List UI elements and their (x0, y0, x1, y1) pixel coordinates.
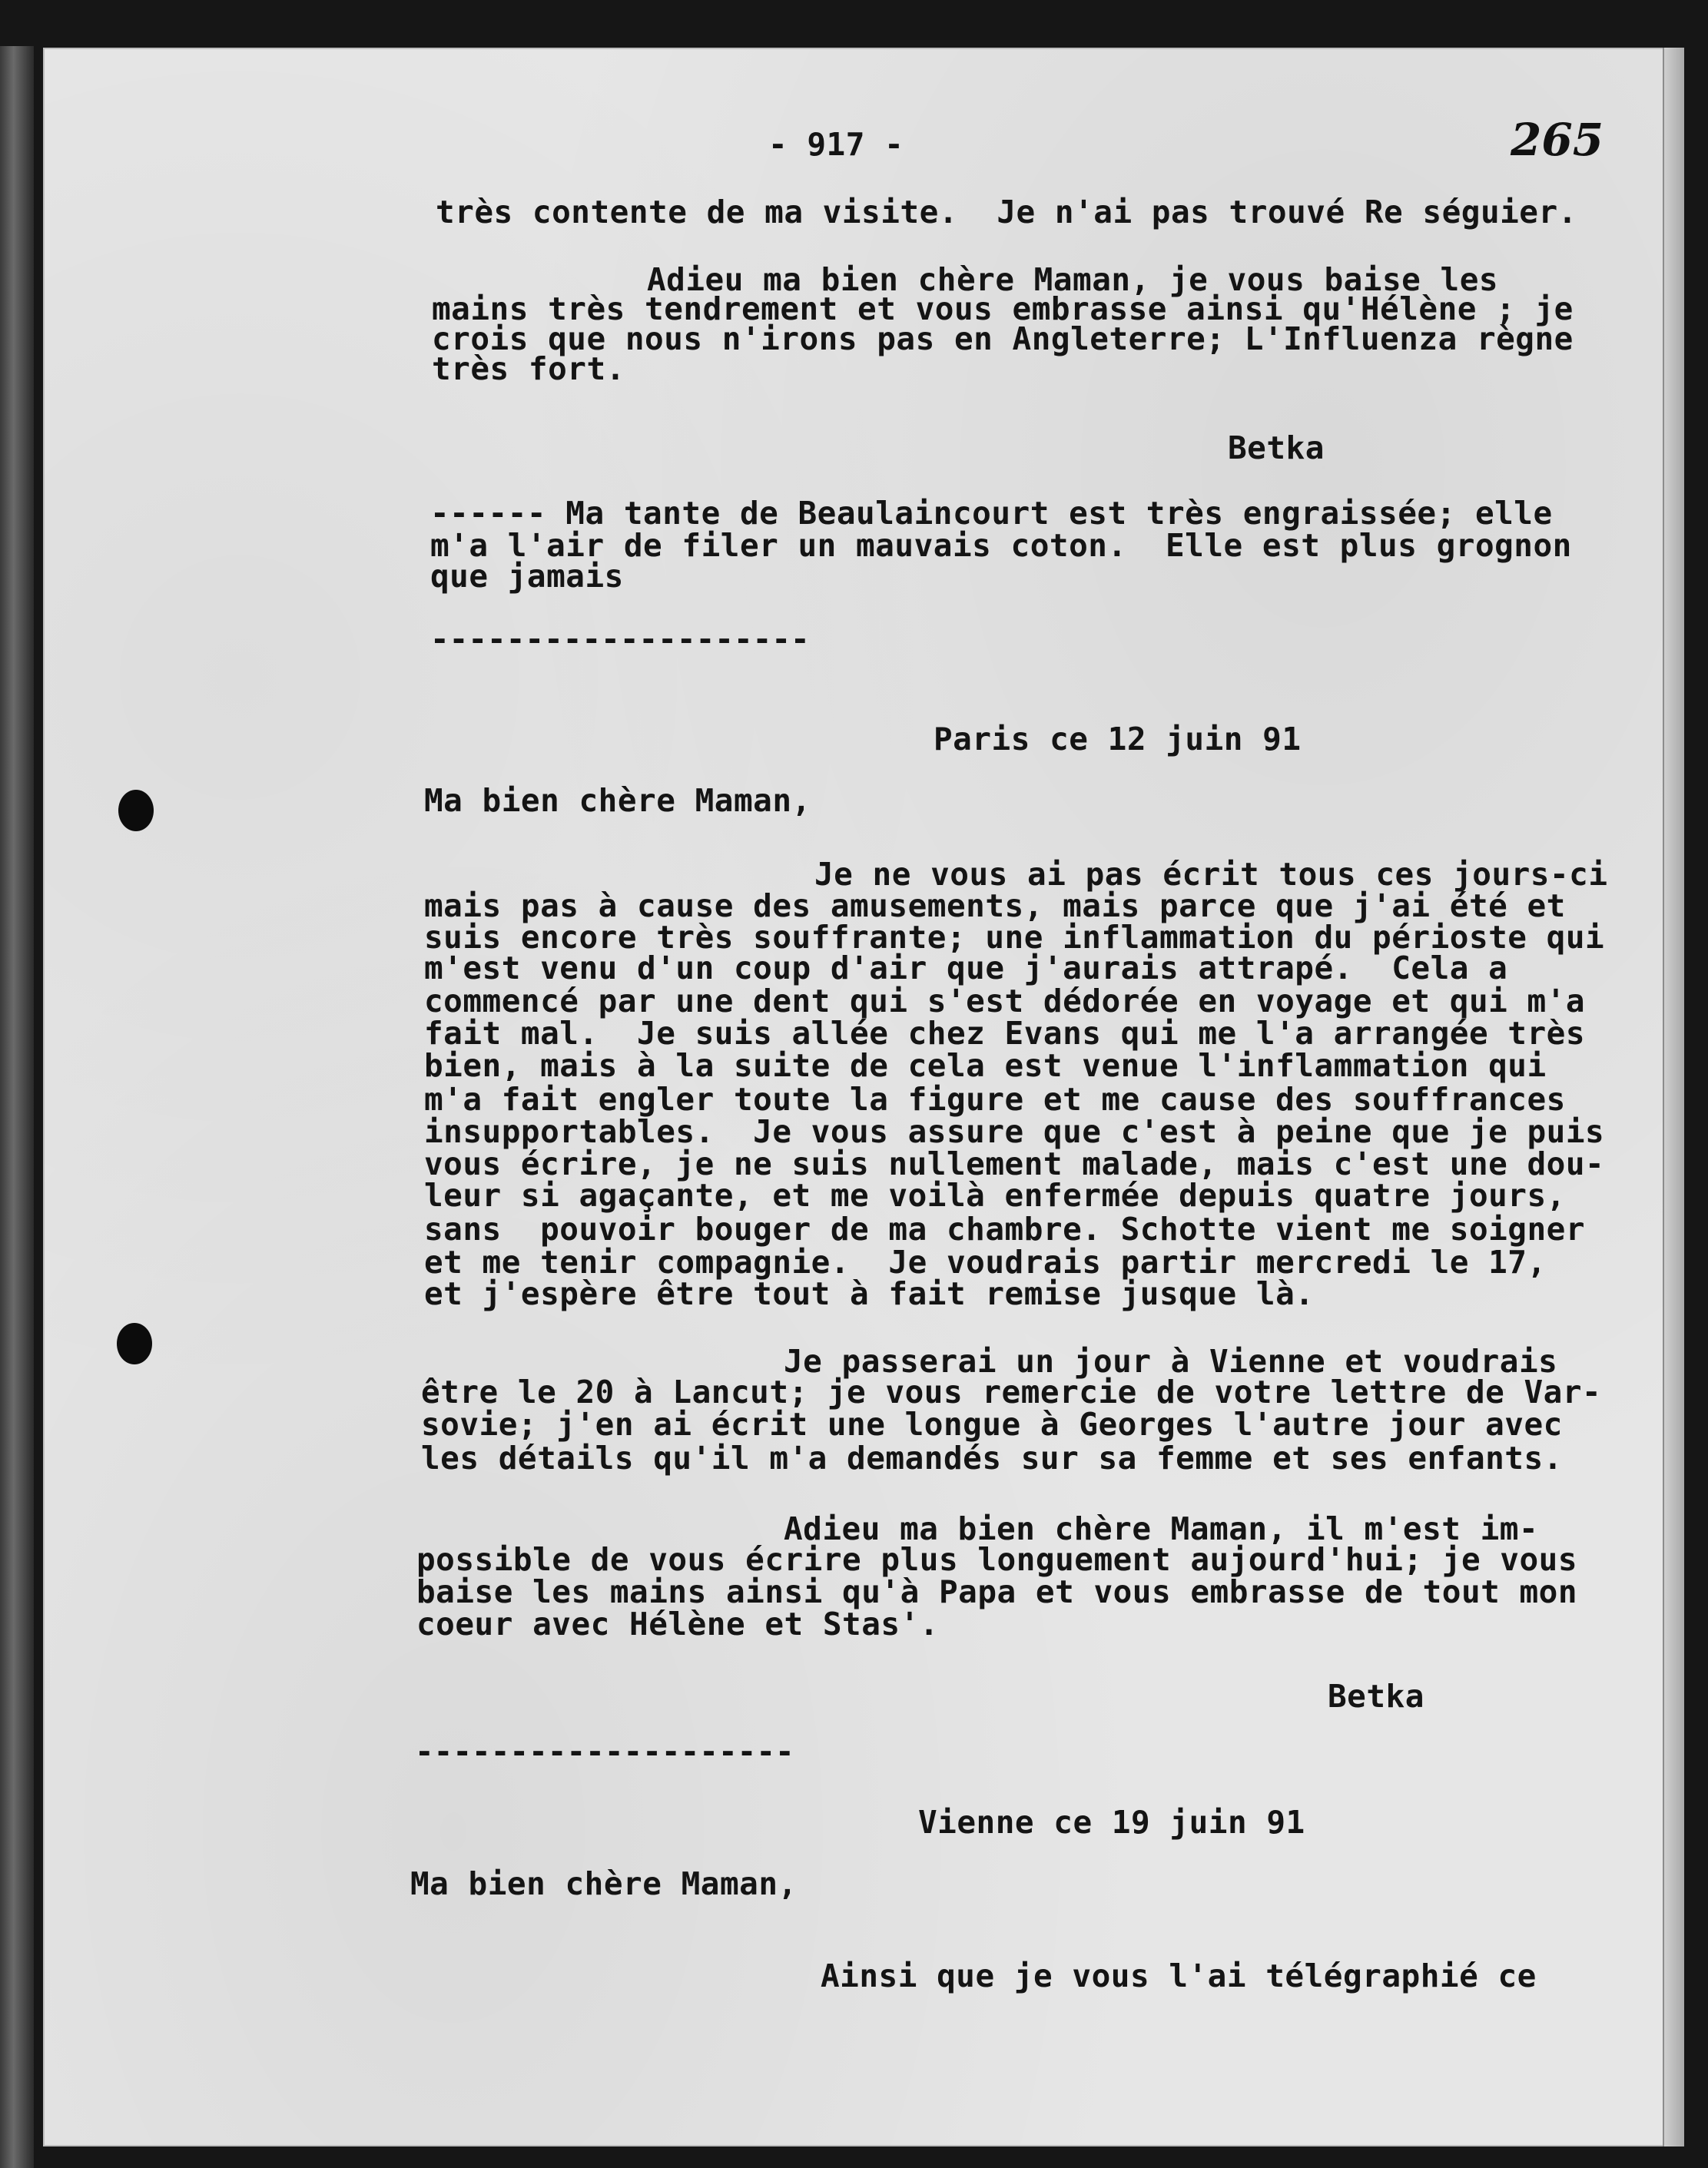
text-line: sovie; j'en ai écrit une longue à Georges l'autre jour avec (421, 1406, 1563, 1443)
text-line: Adieu ma bien chère Maman, il m'est im- (784, 1510, 1539, 1547)
postscript-line: ------ Ma tante de Beaulaincourt est très engraissée; elle (430, 495, 1553, 532)
text-line: les détails qu'il m'a demandés sur sa femme et ses enfants. (421, 1440, 1563, 1477)
text-line: Je ne vous ai pas écrit tous ces jours-ci (814, 856, 1608, 893)
text-line: être le 20 à Lancut; je vous remercie de votre lettre de Var- (421, 1374, 1602, 1411)
text-line: m'a fait engler toute la figure et me cause des souffrances (424, 1081, 1566, 1118)
text-line: vous écrire, je ne suis nullement malade, mais c'est une dou- (424, 1145, 1605, 1182)
text-line: leur si agaçante, et me voilà enfermée depuis quatre jours, (424, 1177, 1566, 1214)
separator-line: -------------------- (430, 621, 810, 658)
text-line: Ainsi que je vous l'ai télégraphié ce (821, 1957, 1537, 1994)
text-line: mais pas à cause des amusements, mais parce que j'ai été et (424, 887, 1566, 924)
text-line: Je passerai un jour à Vienne et voudrais (784, 1343, 1558, 1380)
dateline: Vienne ce 19 juin 91 (918, 1804, 1305, 1841)
separator-line: -------------------- (415, 1733, 794, 1770)
film-edge (0, 46, 34, 2168)
text-line: insupportables. Je vous assure que c'est à peine que je puis (424, 1113, 1605, 1150)
punch-hole-bottom (117, 1323, 152, 1364)
page-number: - 917 - (768, 126, 904, 163)
text-line: suis encore très souffrante; une inflammation du périoste qui (424, 919, 1605, 956)
text-line: et j'espère être tout à fait remise jusque là. (424, 1275, 1315, 1312)
archive-number: 265 (1511, 114, 1604, 166)
text-line: possible de vous écrire plus longuement aujourd'hui; je vous (416, 1541, 1578, 1578)
dateline: Paris ce 12 juin 91 (934, 721, 1302, 757)
text-line: mains très tendrement et vous embrasse ainsi qu'Hélène ; je (432, 290, 1574, 327)
text-line: très fort. (432, 350, 625, 387)
punch-hole-top (118, 790, 154, 831)
text-line: bien, mais à la suite de cela est venue l'inflammation qui (424, 1047, 1547, 1084)
text-line: sans pouvoir bouger de ma chambre. Schotte vient me soigner (424, 1211, 1586, 1248)
salutation: Ma bien chère Maman, (424, 782, 811, 819)
salutation: Ma bien chère Maman, (410, 1865, 798, 1902)
text-line: m'est venu d'un coup d'air que j'aurais attrapé. Cela a (424, 950, 1508, 986)
text-line: et me tenir compagnie. Je voudrais partir mercredi le 17, (424, 1244, 1547, 1281)
text-line: très contente de ma visite. Je n'ai pas trouvé Re séguier. (436, 194, 1577, 230)
text-line: fait mal. Je suis allée chez Evans qui me l'a arrangée très (424, 1015, 1586, 1052)
postscript-line: m'a l'air de filer un mauvais coton. Elle est plus grognon (430, 527, 1572, 564)
text-line: coeur avec Hélène et Stas'. (416, 1606, 939, 1643)
text-line: baise les mains ainsi qu'à Papa et vous embrasse de tout mon (416, 1573, 1578, 1610)
signature: Betka (1328, 1678, 1424, 1715)
page-edge (1663, 48, 1684, 2146)
text-line: crois que nous n'irons pas en Angleterre; L'Influenza règne (432, 320, 1574, 357)
text-line: commencé par une dent qui s'est dédorée en voyage et qui m'a (424, 983, 1586, 1019)
signature: Betka (1228, 429, 1325, 466)
postscript-line: que jamais (430, 558, 624, 595)
text-line: Adieu ma bien chère Maman, je vous baise les (647, 261, 1499, 298)
